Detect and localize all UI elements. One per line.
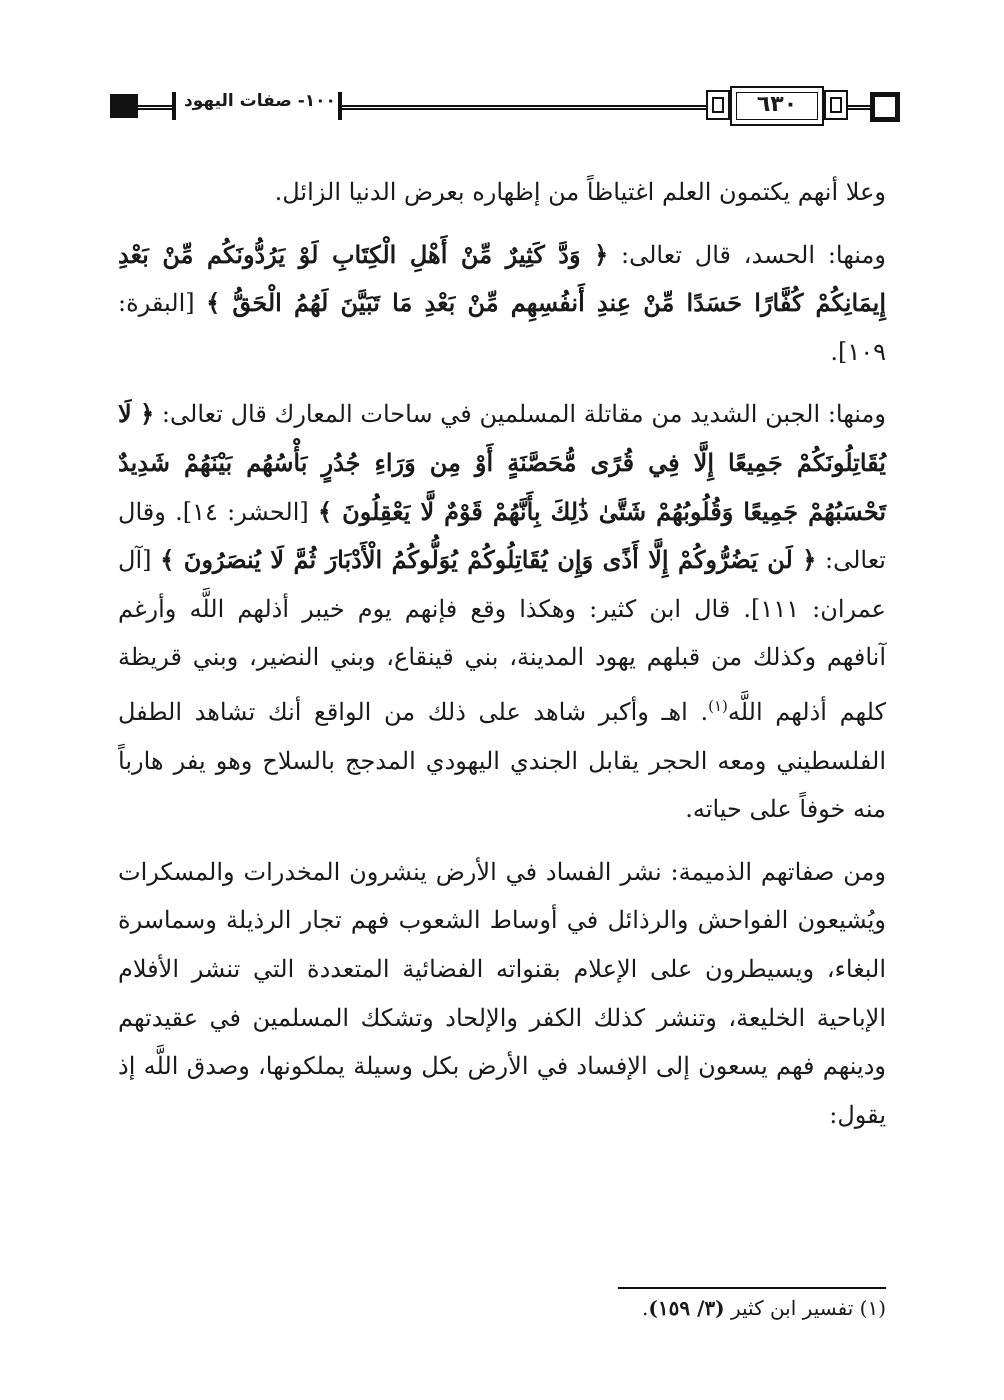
- paragraph: [118, 390, 886, 833]
- header-ornament-box: [870, 92, 900, 122]
- footnote-text: تفسير ابن كثير: [730, 1296, 854, 1320]
- paragraph-text: ومنها: الحسد، قال تعالى:: [608, 240, 886, 269]
- page-number-frame: [730, 86, 824, 126]
- footnote-marker: (١): [859, 1296, 886, 1320]
- section-title: ١٠٠- صفات اليهود: [184, 91, 336, 111]
- paragraph: [118, 848, 886, 1140]
- quran-verse: ﴿ وَدَّ كَثِيرٌ مِّنْ أَهْلِ الْكِتَابِ لَوْ يَرُدُّونَكُم مِّنْ بَعْدِ إِيمَانِكُمْ كُفَّارًا حَسَدًا مِّنْ عِندِ أَنفُسِهِم مِّنْ بَعْدِ مَا تَبَيَّنَ لَهُمُ الْحَقُّ ﴾: [118, 239, 886, 318]
- paragraph-text: [البقرة: ١٠٩].: [118, 289, 886, 366]
- footnote-reference: (٣/ ١٥٩): [648, 1296, 725, 1320]
- footnote: [642, 1296, 886, 1320]
- quran-verse: ﴿ لَا يُقَاتِلُونَكُمْ جَمِيعًا إِلَّا فِي قُرًى مُّحَصَّنَةٍ أَوْ مِن وَرَاءِ جُدُرٍ بَأْسُهُم بَيْنَهُمْ شَدِيدٌ تَحْسَبُهُمْ جَمِيعًا وَقُلُوبُهُمْ شَتَّىٰ ذَٰلِكَ بِأَنَّهُمْ قَوْمٌ لَّا يَعْقِلُونَ ﴾: [118, 399, 886, 526]
- paragraph: [118, 231, 886, 377]
- quran-verse: ﴿ لَن يَضُرُّوكُمْ إِلَّا أَذًى وَإِن يُقَاتِلُوكُمْ يُوَلُّوكُمُ الْأَدْبَارَ ثُمَّ لَا يُنصَرُونَ ﴾: [160, 545, 817, 575]
- paragraph-text: [الحشر: ١٤]. وقال تعالى:: [118, 497, 886, 575]
- paragraph-text: ومن صفاتهم الذميمة: نشر الفساد في الأرض ينشرون المخدرات والمسكرات ويُشيعون الفواحش والرذائل في أوساط الشعوب فهم تجار الرذيلة وسماسرة البغاء، ويسيطرون على الإعلام بقنواته الفضائية المتعددة التي تنشر الأفلام الإباحية الخليعة، وتنشر كذلك الكفر والإلحاد وتشكك المسلمين في عقيدتهم ودينهم فهم يسعون إلى الإفساد في الأرض بكل وسيلة يملكونها، وصدق اللَّه إذ يقول:: [118, 857, 886, 1129]
- page-body: [118, 168, 886, 1139]
- paragraph-text: . اهـ وأكبر شاهد على ذلك من الواقع أنك تشاهد الطفل الفلسطيني ومعه الحجر يقابل الجندي اليهودي المدجج بالسلاح وهو يفر هارباً منه خوفاً على حياته.: [118, 697, 886, 824]
- header-rule-right: [848, 105, 872, 110]
- paragraph-text: [آل عمران: ١١١]. قال ابن كثير: وهكذا وقع فإنهم يوم خيبر أذلهم اللَّه وأرغم آنافهم وكذلك من قبلهم يهود المدينة، بني قينقاع، وبني النضير، وبني قريظة كلهم أذلهم اللَّه: [118, 546, 886, 726]
- page-header: [110, 86, 900, 130]
- header-ornament-tick: [172, 92, 176, 120]
- footnote-separator: [618, 1287, 886, 1289]
- header-rule-middle: [342, 105, 706, 110]
- header-rule-left: [138, 105, 172, 110]
- header-ornament-knot: [706, 90, 730, 120]
- footnote-ref-marker: (١): [708, 696, 728, 715]
- paragraph-text: وعلا أنهم يكتمون العلم اغتياظاً من إظهاره بعرض الدنيا الزائل.: [274, 178, 886, 206]
- footnote-end: .: [642, 1296, 649, 1320]
- page-number: ٦٣٠: [756, 92, 798, 117]
- paragraph-text: ومنها: الجبن الشديد من مقاتلة المسلمين في ساحات المعارك قال تعالى:: [154, 400, 886, 429]
- header-ornament-block: [110, 94, 138, 118]
- header-ornament-knot: [824, 90, 848, 120]
- paragraph: [118, 168, 886, 217]
